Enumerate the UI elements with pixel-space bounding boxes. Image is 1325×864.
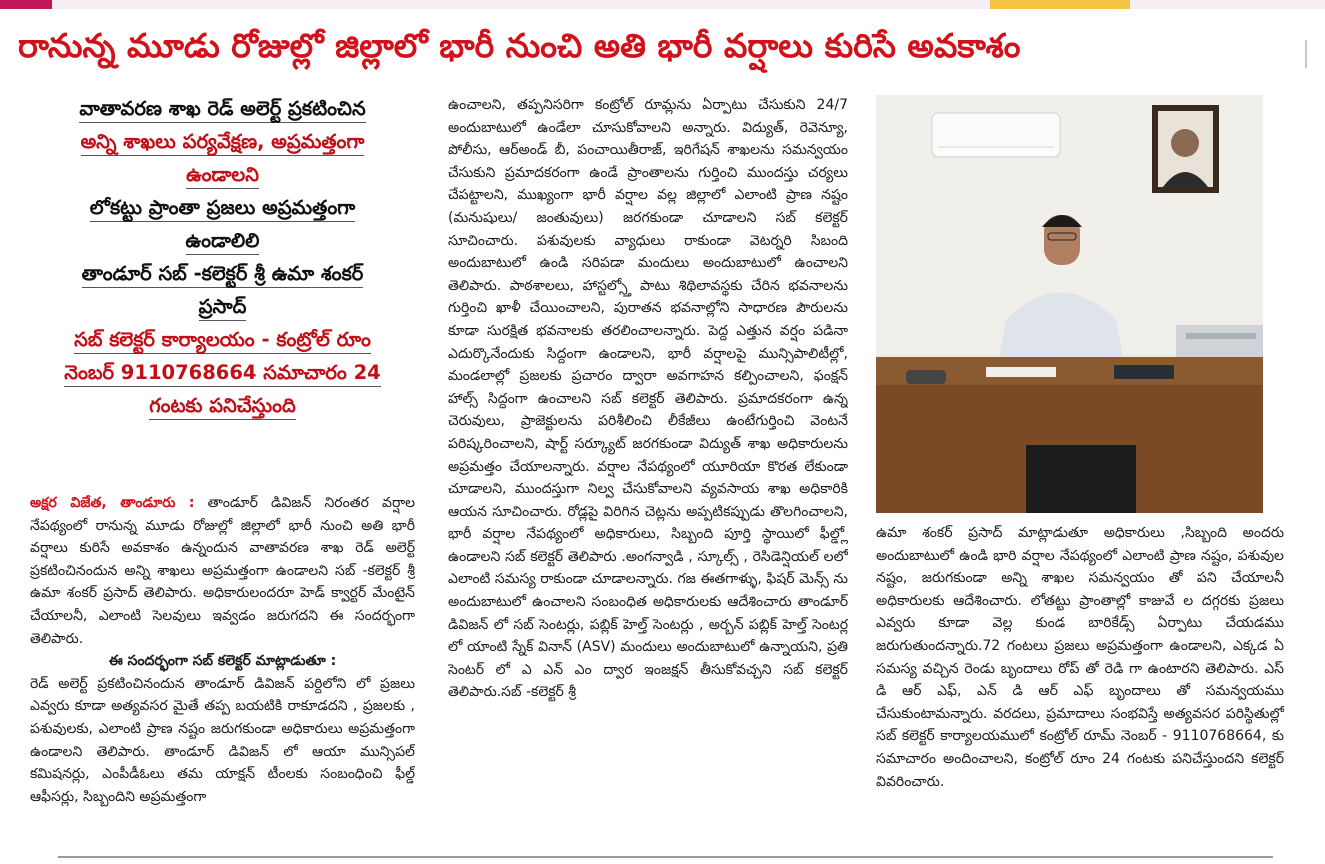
bottom-divider xyxy=(58,856,1273,858)
top-tab-left xyxy=(0,0,52,9)
paragraph-text: తాండూర్ డివిజన్ నిరంతర వర్షాల నేపథ్యంలో రానున్న మూడు రోజుల్లో జిల్లాలో భారీ నుంచి అతి భారీ వర్షాలు కురిసే అవకాశం ఉన్నందున వాతావరణ శాఖ రెడ్ అలెర్ట్ ప్రకటించినందున అన్ని శాఖలు అప్రమత్తంగా ఉండాలని సబ్ -కలెక్టర్ శ్రీ ఉమా శంకర్ ప్రసాద్ తెలిపారు. అధికారులందరూ హెడ్ క్వార్టర్ మేంటైన్ చేయాలనీ, ఎలాంటి సెలవులు ఇవ్వడం జరుగదని ఈ సందర్భంగా తెలిపారు. xyxy=(30,495,415,647)
highlight-line-10 xyxy=(30,389,415,422)
highlight-text: అన్ని శాఖలు పర్యవేక్షణ, అప్రమత్తంగా xyxy=(81,130,365,156)
highlight-line-2 xyxy=(30,125,415,158)
byline: అక్షర విజేత, తాండూరు : xyxy=(30,495,195,511)
highlight-text: నెంబర్ 9110768664 సమాచారం 24 xyxy=(64,361,381,387)
intro-paragraph xyxy=(30,492,415,650)
highlight-text: ఉండాలిలి xyxy=(186,229,260,255)
highlight-line-5 xyxy=(30,224,415,257)
highlight-text: లోకట్టు ప్రాంతా ప్రజలు అప్రమత్తంగా xyxy=(90,196,355,222)
highlights-box xyxy=(30,92,415,482)
highlight-line-1 xyxy=(30,92,415,125)
highlight-line-8 xyxy=(30,323,415,356)
headline: రానున్న మూడు రోజుల్లో జిల్లాలో భారీ నుంచి అతి భారీ వర్షాలు కురిసే అవకాశం xyxy=(18,26,1021,65)
highlight-text: ఉండాలని xyxy=(186,163,259,189)
highlight-line-4 xyxy=(30,191,415,224)
subheading: ఈ సందర్భంగా సబ్ కలెక్టర్ మాట్లాడుతూ : xyxy=(108,653,337,670)
paragraph: ఉంచాలని, తప్పనిసరిగా కంట్రోల్ రూమ్లను ఏర్పాటు చేసుకుని 24/7 అందుబాటులో ఉండేలా చూసుకోవాలని అన్నారు. విద్యుత్, రెవెన్యూ, పోలీసు, ఆర్అండ్ బీ, పంచాయితీరాజ్, ఇరిగేషన్ శాఖలను సమన్వయం చేసుకుని ప్రమాదకరంగా ఉండే ప్రాంతాలను గుర్తించి ముందస్తు చర్యలు చేపట్టాలని, ముఖ్యంగా భారీ వర్షాల వల్ల జిల్లాలో ఎలాంటి ప్రాణ నష్టం (మనుషులు/ జంతువులు) జరగకుండా చూడాలని సబ్ కలెక్టర్ సూచించారు. పశువులకు వ్యాధులు రాకుండా వెటర్నరి సిబంది అందుబాటులో ఉండి సరిపడా మందులు అందుబాటులో ఉంచాలని తెలిపారు. పాఠశాలలు, హాస్టల్స్తో పాటు శిథిలావస్థకు చేరిన భవనాలను గుర్తించి ఖాళీ చేయించాలని, పురాతన భవనాల్లోని సాధారణ పౌరులను కూడా సురక్షిత భవనాలకు తరలించాలన్నారు. పెద్ద ఎత్తున వర్షం పడినా ఎదుర్కొనేందుకు సిద్దంగా ఉండాలని, భారీ వర్షాలపై మున్సిపాలిటీల్లో, మండలాల్లో ప్రజలకు ప్రచారం ద్వారా అవగాహన కల్పించాలని, ఫంక్షన్ హాల్స్ సిద్దంగా ఉంచాలని సబ్ కలెక్టర్ తెలిపారు. ప్రమాదకరంగా ఉన్న చెరువులు, ప్రాజెక్టులను పరిశీలించి లీకేజీలు ఉంటేగుర్తించి వెంటనే పరిష్కరించాలని, షార్ట్ సర్క్యూట్ జరగకుండా విద్యుత్ శాఖ అధికారులను అప్రమత్తం చేయాలన్నారు. వర్షాల నేపథ్యంలో యూరియా కొరత లేకుండా చూడాలని, ముందస్తుగా నిల్వ చేసుకోవాలని వ్యవసాయ శాఖ అధికారికి ఆయన సూచించారు. రోడ్లపై విరిగిన చెట్లను అప్పటికప్పుడు తొలగించాలని, భారీ వర్షాల నేపథ్యంలో అధికారులు, సిబ్బంది పూర్తి స్థాయిలో ఫీల్డ్లో ఉండాలని సబ్ కలెక్టర్ తెలిపారు .అంగన్వాడి , స్కూల్స్ , రెసిడెన్షియల్ లలో ఎలాంటి సమస్య రాకుండా చూడాలన్నారు. గజ ఈతగాళ్ళు, ఫిషర్ మెన్స్ ను అందుబాటులో ఉంచాలని సంబంధిత అధికారులకు ఆదేశించారు తాండూర్ డివిజన్ లో సబ్ సెంటర్లు, పబ్లిక్ హెల్త్ సెంటర్లు , అర్బన్ పబ్లిక్ హెల్త్ సెంటర్ల లో యాంటి స్నేక్ వినాన్ (ASV) మందులు అందుబాటులో ఉన్నాయని, ప్రతి సెంటర్ లో ఎ ఎన్ ఎం ద్వార ఇంజక్షన్ తీసుకోవచ్చని సబ్ కలెక్టర్ తెలిపారు.సబ్ -కలెక్టర్ శ్రీ xyxy=(448,97,848,701)
photo-office-scene xyxy=(876,95,1263,513)
highlight-line-3 xyxy=(30,158,415,191)
highlight-line-7 xyxy=(30,290,415,323)
highlight-text: గంటకు పనిచేస్తుంది xyxy=(149,394,296,420)
article-column-1 xyxy=(30,492,415,837)
article-photo xyxy=(876,95,1263,513)
highlight-text: ప్రసాద్ xyxy=(199,295,247,321)
caption-paragraph: ఉమా శంకర్ ప్రసాద్ మాట్లాడుతూ అధికారులు ,సిబ్బంది అందరు అందుబాటులో ఉండి భారి వర్షాల నేపథ్యంలో ఎలాంటి ప్రాణ నష్టం, పశువుల నష్టం, జరుగకుండా అన్ని శాఖల సమన్వయం తో పని చేయాలనీ అధికారులకు ఆదేశించారు. లోతట్టు ప్రాంతాల్లో కాజువే ల దగ్గరకు ప్రజలు ఎవ్వరు కూడా వెల్ల కుండ బారికేడ్స్ ఏర్పాటు చేయడము జరుగుతుందన్నారు.72 గంటలు ప్రజలు అప్రమత్తంగా ఉండాలని, ఎక్కడ ఏ సమస్య వచ్చిన రెండు బృందాలు రోప్ తో రెడి గా ఉంటారని తెలిపారు. ఎస్ డి ఆర్ ఎఫ్, ఎన్ డి ఆర్ ఎఫ్ బృందాలు తో సమన్వయము చేసుకుంటామన్నారు. వరదలు, ప్రమాదాలు సంభవిస్తే అత్యవసర పరిస్థితుల్లో సబ్ కలెక్టర్ కార్యాలయములో కంట్రోల్ రూమ్ నెంబర్ - 9110768664, కు సమాచారం అందించాలని, కంట్రోల్ రూం 24 గంటకు పనిచేస్తుందని కలెక్టర్ వివరించారు. xyxy=(876,525,1284,790)
article-column-2 xyxy=(448,94,848,846)
highlight-text: వాతావరణ శాఖ రెడ్ అలెర్ట్ ప్రకటించిన xyxy=(79,97,365,123)
divider xyxy=(1305,40,1307,68)
top-tab-right xyxy=(990,0,1130,9)
article-column-3 xyxy=(876,522,1284,842)
highlight-line-6 xyxy=(30,257,415,290)
highlight-line-9 xyxy=(30,356,415,389)
paragraph: రెడ్ అలెర్ట్ ప్రకటించినందున తాండూర్ డివిజన్ పర్దిలోని లో ప్రజలు ఎవ్వరు కూడా అత్యవసర మైతే తప్ప బయటికి రాకూడదని , ప్రజలకు , పశువులకు, ఎలాంటి ప్రాణ నష్టం జరుగకుండా అధికారులు అప్రమత్తంగా ఉండాలని తెలిపారు. తాండూర్ డివిజన్ లో ఆయా మున్సిపల్ కమిషనర్లు, ఎంపీడీఓలు తమ యాక్షన్ టీంలకు సంబంధించి ఫీల్డ్ ఆఫీసర్లు, సిబ్బందిని అప్రమత్తంగా xyxy=(30,675,415,805)
top-color-strip xyxy=(0,0,1325,9)
highlight-text: సబ్ కలెక్టర్ కార్యాలయం - కంట్రోల్ రూం xyxy=(74,328,371,354)
highlight-text: తాండూర్ సబ్ -కలెక్టర్ శ్రీ ఉమా శంకర్ xyxy=(82,262,364,288)
